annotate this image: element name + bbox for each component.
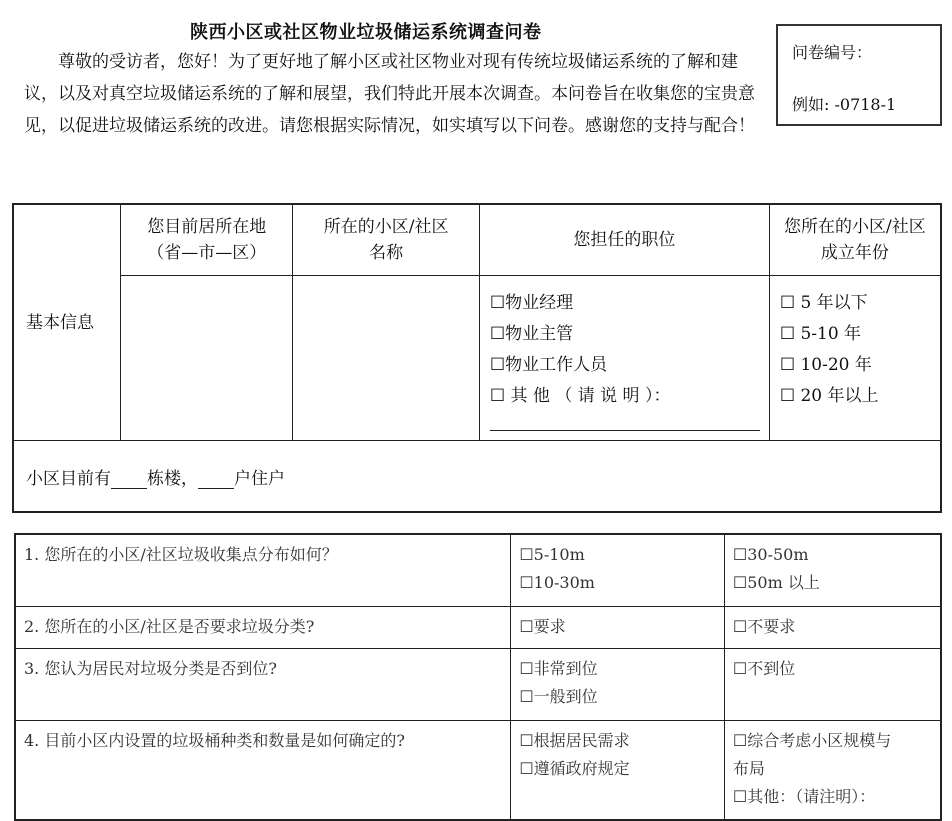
q1-option[interactable]: ☐5-10m	[519, 545, 585, 564]
building-mid: 栋楼，	[147, 468, 198, 489]
basic-info-label: 基本信息	[13, 204, 121, 441]
household-count-blank[interactable]	[198, 472, 234, 489]
q3-options-a	[511, 648, 725, 720]
q4-options-a	[511, 720, 725, 820]
year-options	[769, 276, 941, 441]
q2-option[interactable]: ☐要求	[519, 616, 566, 636]
col-position-header: 您担任的职位	[479, 204, 769, 276]
q4-option[interactable]: ☐其他：（请注明）：	[732, 786, 876, 806]
residence-input-cell[interactable]	[121, 276, 293, 441]
q1-option[interactable]: ☐10-30m	[519, 573, 595, 592]
questionnaire-number-example: 例如: -0718-1	[792, 95, 897, 114]
q2-options-a	[511, 606, 725, 648]
q1-options-b	[724, 534, 941, 606]
q1-option[interactable]: ☐50m 以上	[732, 573, 820, 592]
q1-options-a	[511, 534, 725, 606]
building-count-blank[interactable]	[111, 472, 147, 489]
survey-title: 陕西小区或社区物业垃圾储运系统调查问卷	[190, 22, 542, 43]
building-prefix: 小区目前有	[26, 468, 111, 489]
q3-options-b	[724, 648, 941, 720]
year-option[interactable]: ☐ 5-10 年	[779, 324, 862, 344]
q4-options-b	[724, 720, 941, 820]
community-input-cell[interactable]	[293, 276, 479, 441]
year-option[interactable]: ☐ 5 年以下	[779, 293, 868, 313]
position-option[interactable]: ☐物业经理	[489, 293, 574, 313]
question-3: 3. 您认为居民对垃圾分类是否到位?	[15, 648, 511, 720]
q2-option[interactable]: ☐不要求	[732, 616, 796, 636]
q3-option[interactable]: ☐非常到位	[519, 658, 598, 678]
year-option[interactable]: ☐ 20 年以上	[779, 386, 879, 406]
position-option[interactable]: ☐物业主管	[489, 324, 574, 344]
q1-option[interactable]: ☐30-50m	[732, 545, 809, 564]
q3-option[interactable]: ☐一般到位	[519, 686, 598, 706]
col-residence-text: 您目前居所在地（省—市—区）	[147, 217, 267, 263]
building-suffix: 户住户	[234, 468, 285, 489]
position-options	[479, 276, 769, 441]
questionnaire-number-box	[776, 24, 942, 126]
building-count-row	[13, 441, 941, 513]
q4-option[interactable]: ☐综合考虑小区规模与	[732, 730, 892, 750]
year-option[interactable]: ☐ 10-20 年	[779, 355, 872, 375]
col-community-header	[293, 204, 479, 276]
col-year-text: 您所在的小区/社区成立年份	[784, 217, 926, 263]
q4-option[interactable]: ☐遵循政府规定	[519, 758, 630, 778]
question-4: 4. 目前小区内设置的垃圾桶种类和数量是如何确定的?	[15, 720, 511, 820]
q4-option[interactable]: ☐根据居民需求	[519, 730, 630, 750]
q4-option-cont: 布局	[732, 758, 765, 778]
q3-option[interactable]: ☐不到位	[732, 658, 796, 678]
position-option[interactable]: ☐物业工作人员	[489, 355, 608, 375]
col-residence-header	[121, 204, 293, 276]
col-year-header	[769, 204, 941, 276]
questionnaire-number-label: 问卷编号：	[792, 43, 873, 62]
questions-table	[14, 533, 942, 821]
intro-paragraph: 尊敬的受访者，您好！为了更好地了解小区或社区物业对现有传统垃圾储运系统的了解和建议，以及对真空垃圾储运系统的了解和展望，我们特此开展本次调查。本问卷旨在收集您的宝贵意见，以促进垃圾储运系统的改进。请您根据实际情况，如实填写以下问卷。感谢您的支持与配合！	[24, 52, 755, 136]
other-position-line[interactable]	[490, 412, 760, 431]
position-option[interactable]: ☐ 其 他 （ 请 说 明 ）：	[489, 386, 671, 406]
question-2: 2. 您所在的小区/社区是否要求垃圾分类?	[15, 606, 511, 648]
basic-info-table	[12, 203, 942, 513]
q2-options-b	[724, 606, 941, 648]
col-community-text: 所在的小区/社区名称	[323, 217, 449, 263]
question-1: 1. 您所在的小区/社区垃圾收集点分布如何？	[15, 534, 511, 606]
